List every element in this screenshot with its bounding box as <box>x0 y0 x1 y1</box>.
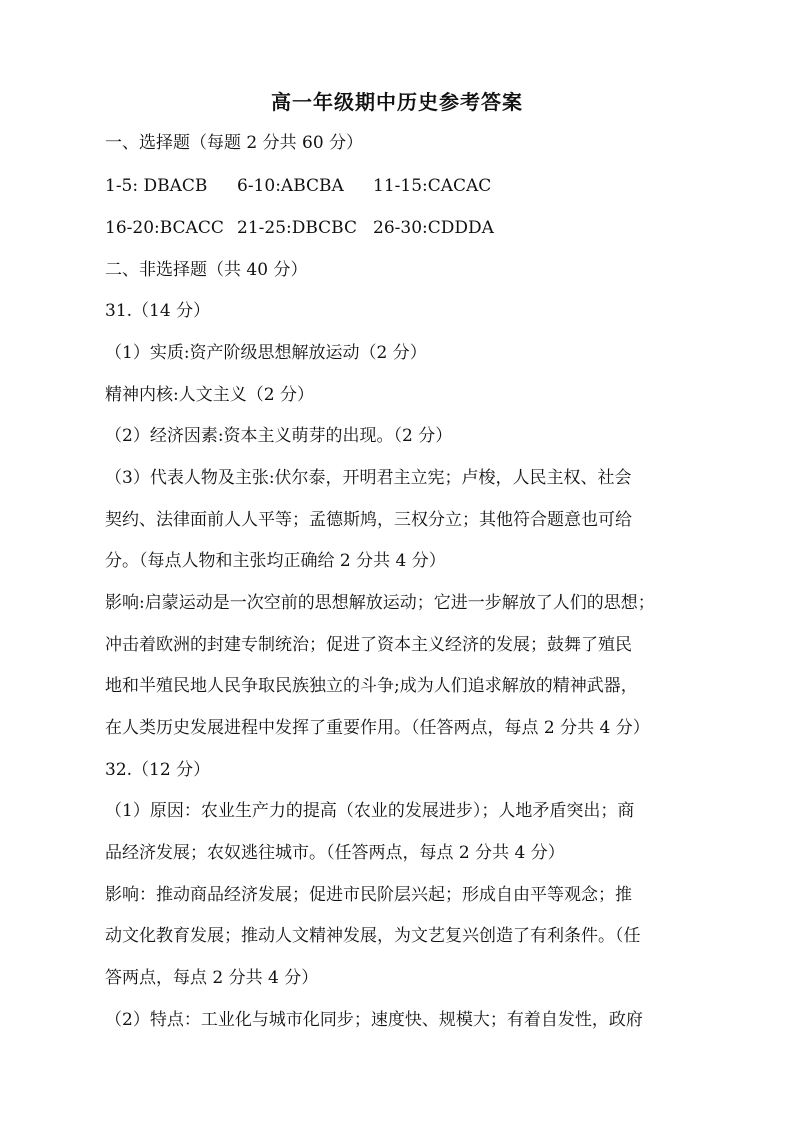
q31-part1-line: （1）实质:资产阶级思想解放运动（2 分） <box>105 343 427 363</box>
q31-impact-line: 影响:启蒙运动是一次空前的思想解放运动；它进一步解放了人们的思想； <box>105 593 655 613</box>
q32-impact-line: 动文化教育发展；推动人文精神发展，为文艺复兴创造了有利条件。（任 <box>105 926 641 946</box>
answer-group-11-15: 11-15:CACAC <box>373 176 492 196</box>
answer-row-2 <box>105 216 705 240</box>
q32-part1-line: （1）原因：农业生产力的提高（农业的发展进步）；人地矛盾突出；商 <box>105 801 635 821</box>
q31-part1-line: 精神内核:人文主义（2 分） <box>105 385 314 405</box>
q32-impact-line: 影响：推动商品经济发展；促进市民阶层兴起；形成自由平等观念；推 <box>105 885 632 905</box>
q31-part3-line: 契约、法律面前人人平等；孟德斯鸠，三权分立；其他符合题意也可给 <box>105 510 632 530</box>
q32-part1-line: 品经济发展；农奴逃往城市。（任答两点，每点 2 分共 4 分） <box>105 843 565 863</box>
q31-impact-line: 地和半殖民地人民争取民族独立的斗争;成为人们追求解放的精神武器， <box>105 676 638 696</box>
q32-part2-line: （2）特点：工业化与城市化同步；速度快、规模大；有着自发性，政府 <box>105 1010 643 1030</box>
q32-impact-line: 答两点，每点 2 分共 4 分） <box>105 968 319 988</box>
q31-part3-line: 分。（每点人物和主张均正确给 2 分共 4 分） <box>105 551 446 571</box>
answer-group-26-30: 26-30:CDDDA <box>373 218 494 238</box>
page-title: 高一年级期中历史参考答案 <box>271 90 523 114</box>
section-2-heading: 二、非选择题（共 40 分） <box>105 260 308 280</box>
answer-group-16-20: 16-20:BCACC <box>105 218 224 238</box>
section-1-heading: 一、选择题（每题 2 分共 60 分） <box>105 133 364 153</box>
q31-part2-line: （2）经济因素:资本主义萌芽的出现。（2 分） <box>105 426 453 446</box>
answer-group-6-10: 6-10:ABCBA <box>237 176 344 196</box>
answer-group-1-5: 1-5: DBACB <box>105 176 208 196</box>
q31-impact-line: 冲击着欧洲的封建专制统治；促进了资本主义经济的发展；鼓舞了殖民 <box>105 635 632 655</box>
q31-impact-line: 在人类历史发展进程中发挥了重要作用。（任答两点，每点 2 分共 4 分） <box>105 718 650 738</box>
answer-row-1 <box>105 174 705 198</box>
q31-part3-line: （3）代表人物及主张:伏尔泰，开明君主立宪；卢梭，人民主权、社会 <box>105 468 632 488</box>
answer-group-21-25: 21-25:DBCBC <box>237 218 357 238</box>
question-32-heading: 32.（12 分） <box>105 760 211 780</box>
question-31-heading: 31.（14 分） <box>105 301 211 321</box>
